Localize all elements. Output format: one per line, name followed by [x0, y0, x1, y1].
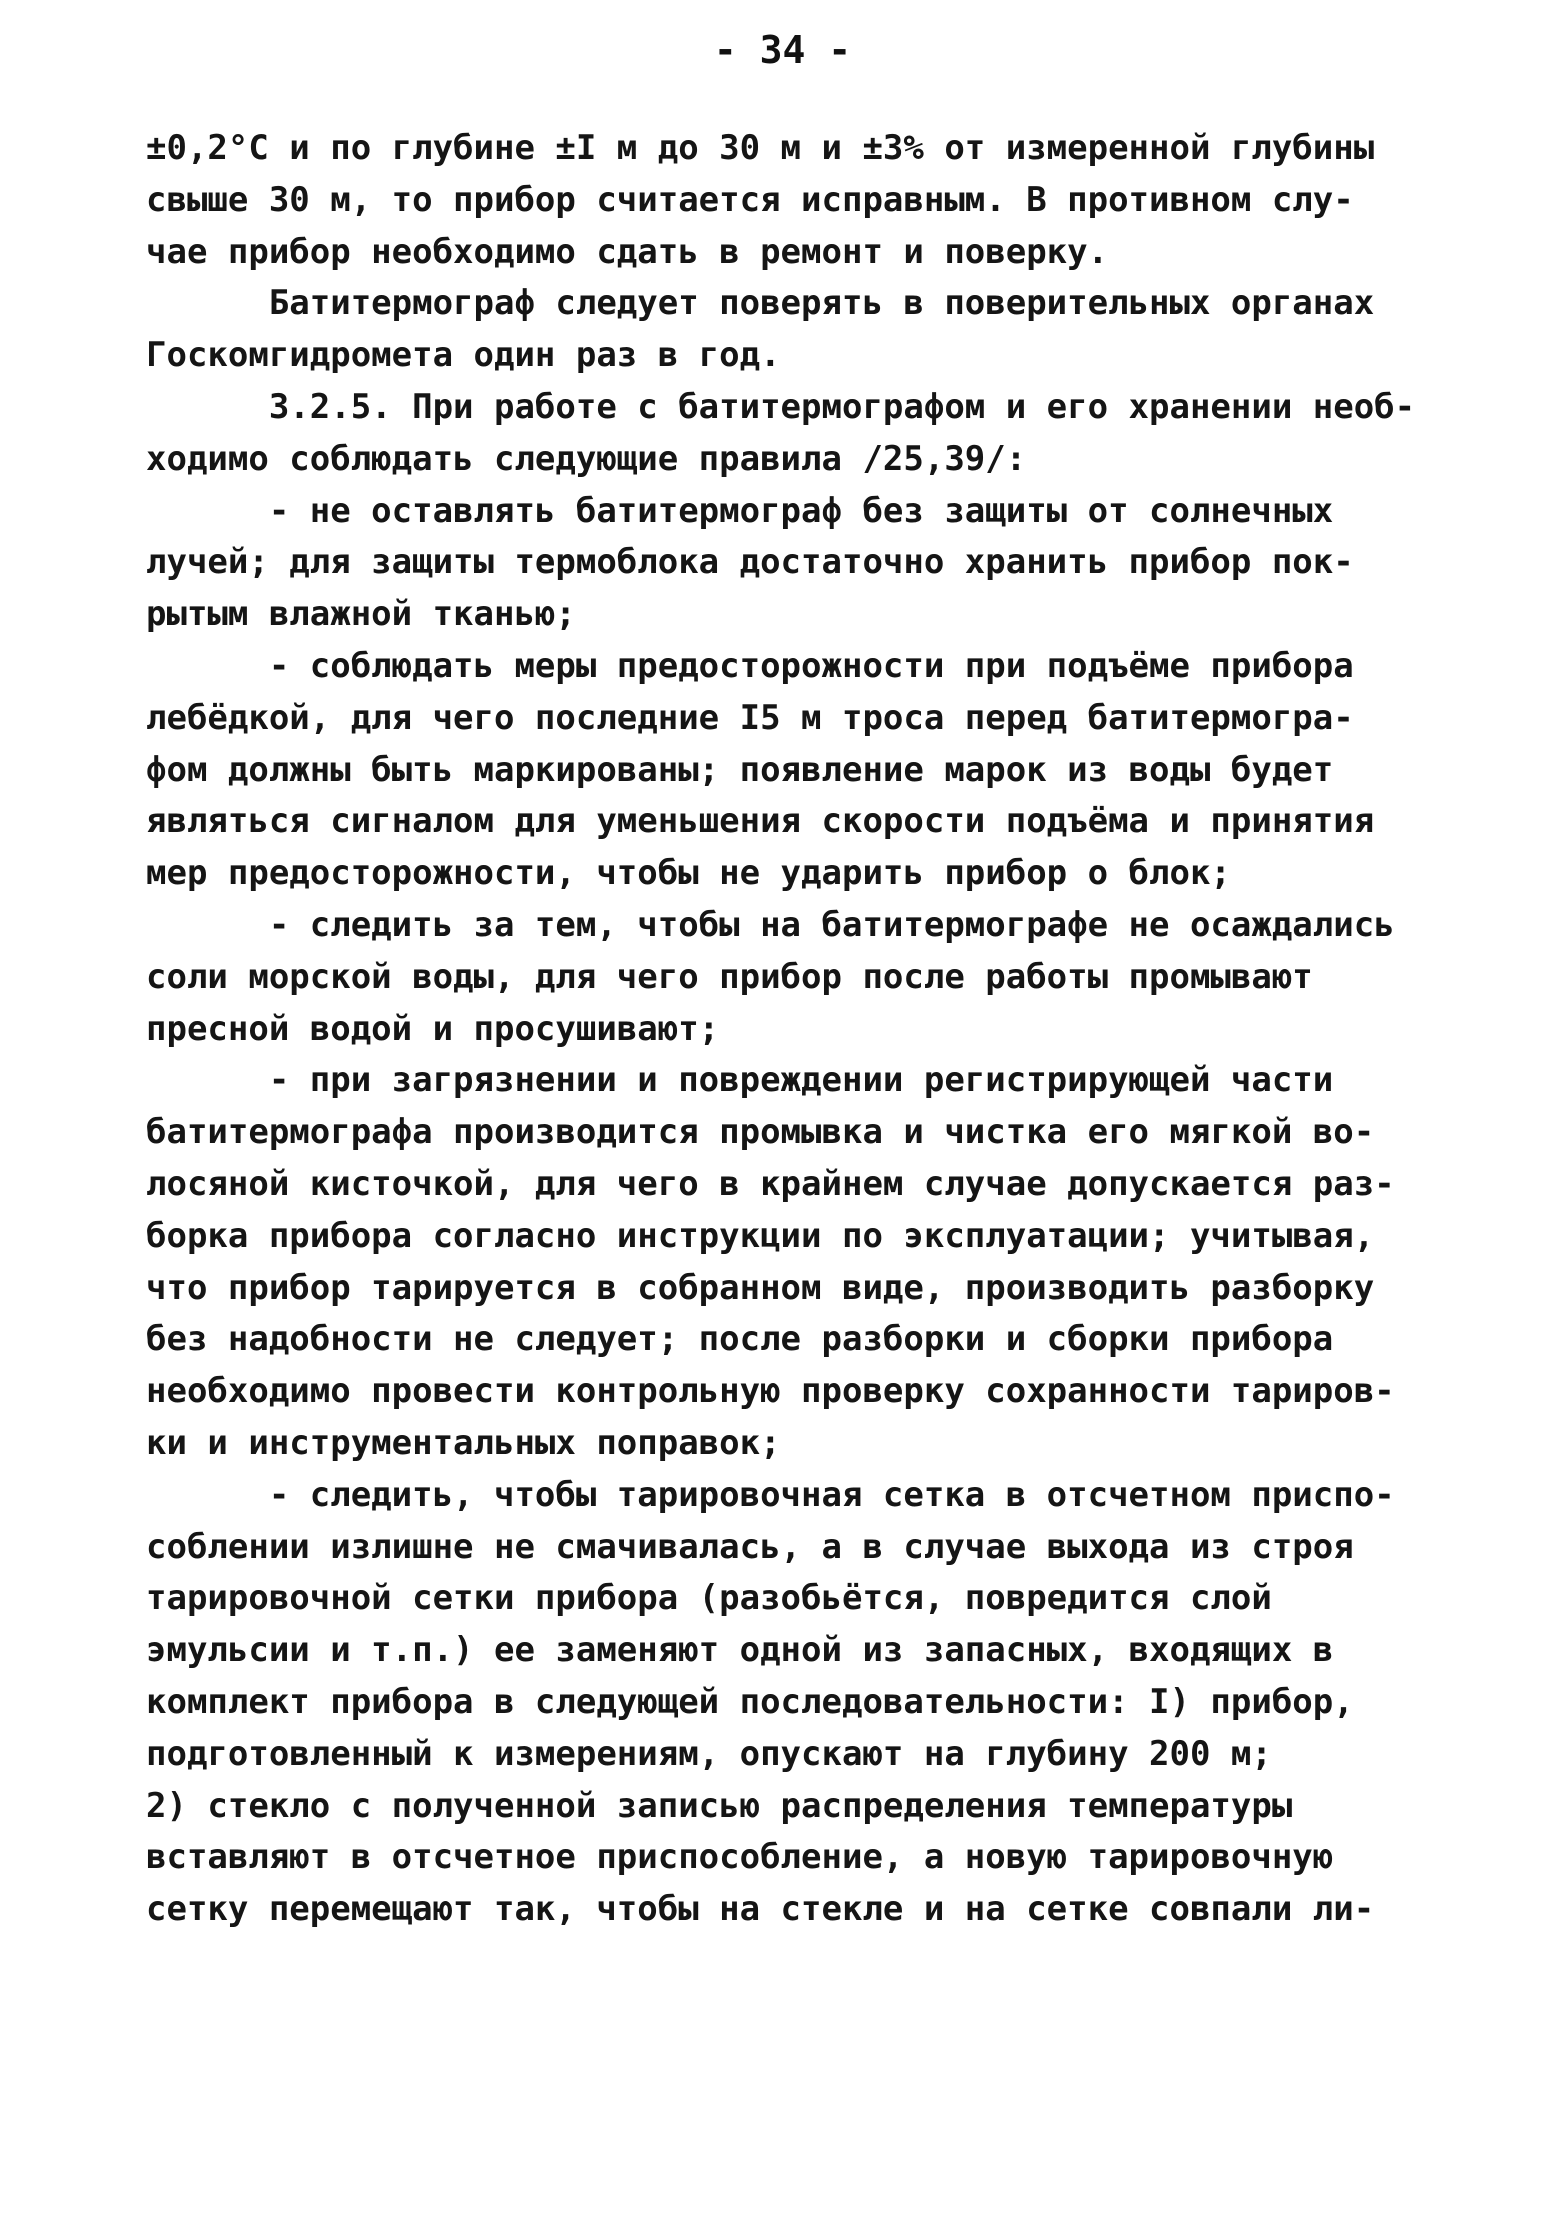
text-line: - не оставлять батитермограф без защиты от солнечных: [146, 490, 1334, 531]
text-line: фом должны быть маркированы; появление марок из воды будет: [146, 749, 1334, 790]
text-line: 3.2.5. При работе с батитермографом и его хранении необ-: [146, 386, 1416, 427]
text-line: лебёдкой, для чего последние I5 м троса перед батитермогра-: [146, 697, 1354, 738]
text-line: соли морской воды, для чего прибор после работы промывают: [146, 956, 1313, 997]
text-line: борка прибора согласно инструкции по эксплуатации; учитывая,: [146, 1215, 1375, 1256]
text-line: являться сигналом для уменьшения скорости подъёма и принятия: [146, 801, 1375, 842]
text-line: батитермографа производится промывка и чистка его мягкой во-: [146, 1112, 1375, 1153]
text-line: - соблюдать меры предосторожности при подъёме прибора: [146, 645, 1354, 686]
text-line: необходимо провести контрольную проверку сохранности тариров-: [146, 1371, 1395, 1412]
text-line: что прибор тарируется в собранном виде, производить разборку: [146, 1267, 1375, 1308]
text-line: тарировочной сетки прибора (разобьётся, повредится слой: [146, 1578, 1272, 1619]
text-line: - следить за тем, чтобы на батитермографе не осаждались: [146, 904, 1395, 945]
text-line: 2) стекло с полученной записью распределения температуры: [146, 1785, 1293, 1826]
text-line: свыше 30 м, то прибор считается исправным. В противном слу-: [146, 179, 1354, 220]
text-line: - следить, чтобы тарировочная сетка в отсчетном приспо-: [146, 1474, 1395, 1515]
page-number: - 34 -: [713, 28, 852, 72]
text-line: эмульсии и т.п.) ее заменяют одной из запасных, входящих в: [146, 1630, 1334, 1671]
text-line: ±0,2°С и по глубине ±I м до 30 м и ±3% от измеренной глубины: [146, 128, 1375, 168]
text-line: соблении излишне не смачивалась, а в случае выхода из строя: [146, 1526, 1354, 1567]
text-line: Батитермограф следует поверять в поверительных органах: [146, 283, 1375, 324]
text-line: без надобности не следует; после разборки и сборки прибора: [146, 1319, 1334, 1360]
body-text: [146, 123, 1436, 1936]
text-line: рытым влажной тканью;: [146, 594, 576, 635]
text-line: подготовленный к измерениям, опускают на глубину 200 м;: [146, 1733, 1272, 1774]
text-line: лучей; для защиты термоблока достаточно хранить прибор пок-: [146, 542, 1354, 583]
text-line: мер предосторожности, чтобы не ударить прибор о блок;: [146, 853, 1231, 894]
text-line: ки и инструментальных поправок;: [146, 1422, 781, 1463]
text-line: чае прибор необходимо сдать в ремонт и поверку.: [146, 231, 1109, 272]
text-line: ходимо соблюдать следующие правила /25,39/:: [146, 438, 1027, 479]
text-line: сетку перемещают так, чтобы на стекле и на сетке совпали ли-: [146, 1889, 1375, 1930]
text-line: вставляют в отсчетное приспособление, а новую тарировочную: [146, 1837, 1334, 1878]
text-line: - при загрязнении и повреждении регистрирующей части: [146, 1060, 1334, 1101]
text-line: комплект прибора в следующей последовательности: I) прибор,: [146, 1681, 1354, 1722]
text-line: Госкомгидромета один раз в год.: [146, 335, 781, 376]
text-line: пресной водой и просушивают;: [146, 1008, 720, 1049]
text-line: лосяной кисточкой, для чего в крайнем случае допускается раз-: [146, 1163, 1395, 1204]
